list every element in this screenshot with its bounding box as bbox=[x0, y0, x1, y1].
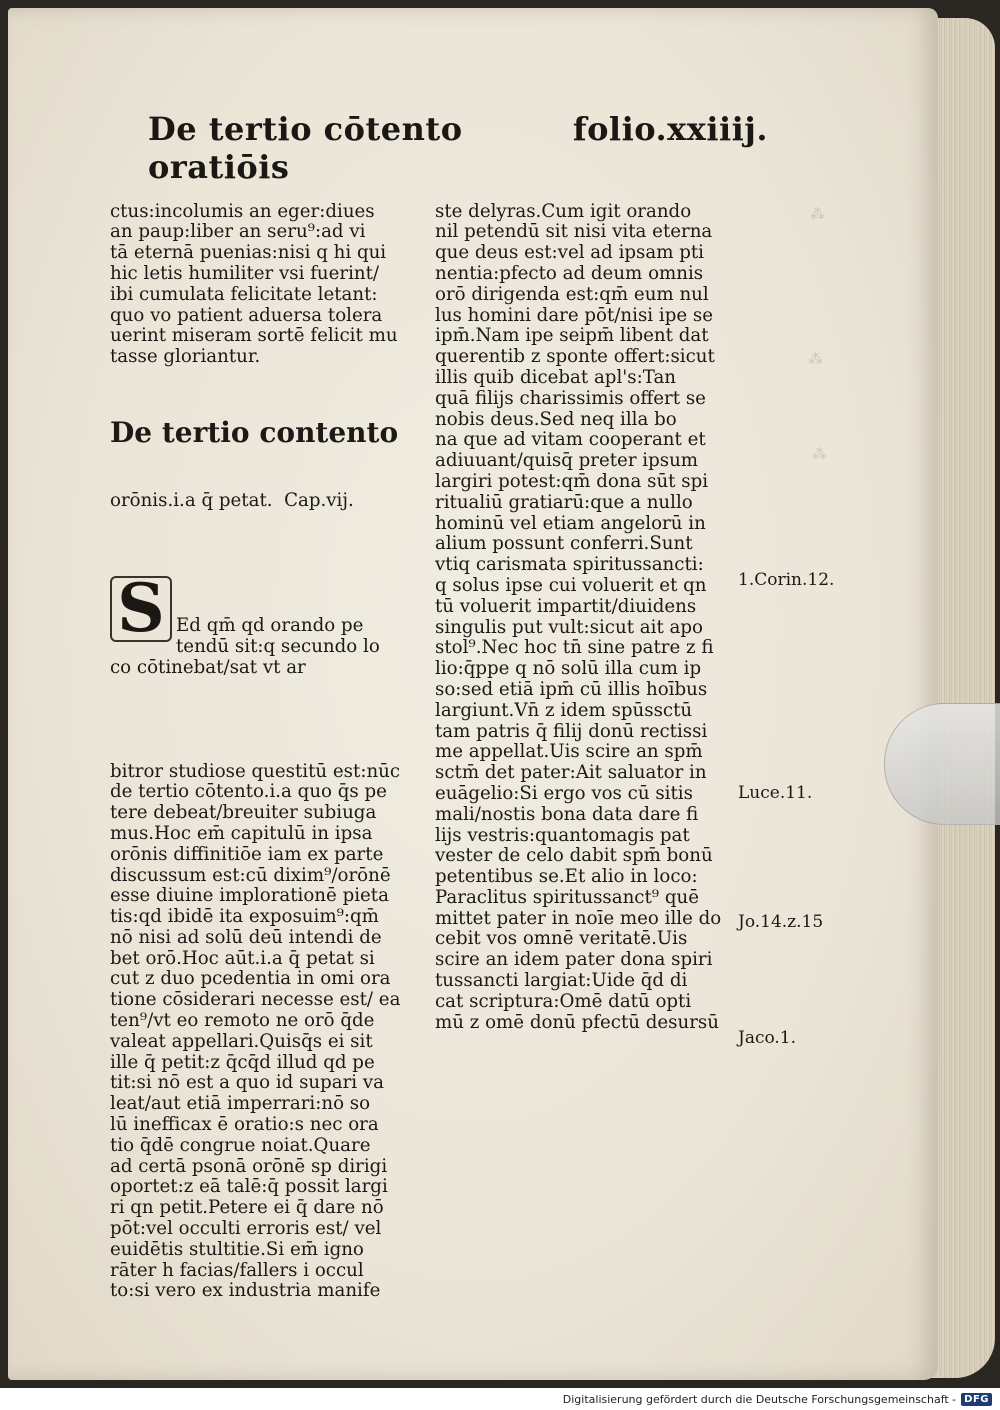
left-text-line: bitror studiose questitū est:nūc bbox=[110, 760, 401, 782]
right-text-line: alium possunt conferri.Sunt bbox=[435, 533, 693, 555]
left-text-line: ten⁹/vt eo remoto ne orō q̄de bbox=[110, 1010, 375, 1032]
left-text-line: pōt:vel occulti erroris est/ vel bbox=[110, 1218, 382, 1240]
folio-number: folio.xxiiij. bbox=[572, 110, 768, 148]
left-text-line: lū inefficax ē oratio:s nec ora bbox=[110, 1114, 379, 1136]
left-column-body-text bbox=[110, 762, 410, 1303]
left-column bbox=[110, 160, 410, 1323]
right-text-line: largiri potest:qm̄ dona sūt spi bbox=[435, 470, 709, 492]
show-through-mark: ⁂ bbox=[812, 445, 827, 463]
left-text-line: ad certā psonā orōnē sp dirigi bbox=[110, 1155, 388, 1177]
page-clip bbox=[884, 703, 1000, 825]
right-text-line: que deus est:vel ad ipsam pti bbox=[435, 242, 705, 264]
right-text-line: Paraclitus spiritussanct⁹ quē bbox=[435, 886, 699, 908]
right-text-line: lus homini dare pōt/nisi ipe se bbox=[435, 304, 713, 326]
right-column bbox=[435, 160, 735, 1054]
right-text-line: nentia:pfecto ad deum omnis bbox=[435, 262, 704, 284]
show-through-mark: ⁂ bbox=[808, 350, 823, 368]
right-text-line: tū voluerit impartit/diuidens bbox=[435, 595, 697, 617]
left-text-line: an paup:liber an seru⁹:ad vi bbox=[110, 221, 366, 243]
marginal-note-john: Jo.14.z.15 bbox=[738, 912, 824, 932]
right-text-line: mali/nostis bona data dare fi bbox=[435, 803, 699, 825]
right-text-line: na que ad vitam cooperant et bbox=[435, 429, 706, 451]
initial-text-line: Ed qm̄ qd orando pe bbox=[176, 614, 364, 636]
right-text-line: quā filijs charissimis offert se bbox=[435, 387, 706, 409]
left-text-line: de tertio cōtento.i.a quo q̄s pe bbox=[110, 781, 387, 803]
right-text-line: mū z omē donū pfectū desursū bbox=[435, 1011, 719, 1033]
digitization-footer bbox=[0, 1388, 1000, 1410]
left-text-line: mus.Hoc em̄ capitulū in ipsa bbox=[110, 822, 373, 844]
right-text-line: ritualiū gratiarū:que a nullo bbox=[435, 491, 693, 513]
right-text-line: hominū vel etiam angelorū in bbox=[435, 512, 706, 534]
left-text-line: tasse gloriantur. bbox=[110, 346, 261, 368]
initial-block bbox=[110, 554, 410, 720]
right-text-line: lijs vestris:quantomagis pat bbox=[435, 824, 690, 846]
left-text-line: ctus:incolumis an eger:diues bbox=[110, 200, 375, 222]
right-text-line: orō dirigenda est:qm̄ eum nul bbox=[435, 283, 709, 305]
marginal-note-corinthians: 1.Corin.12. bbox=[738, 570, 835, 590]
initial-text-line: co cōtinebat/sat vt ar bbox=[110, 656, 306, 678]
left-text-line: ri qn petit.Petere ei q̄ dare nō bbox=[110, 1197, 384, 1219]
initial-text-line: tendū sit:q secundo lo bbox=[176, 635, 380, 657]
left-text-line: tio q̄dē congrue noiat.Quare bbox=[110, 1134, 371, 1156]
right-text-line: scire an idem pater dona spiri bbox=[435, 949, 713, 971]
marginal-note-james: Jaco.1. bbox=[738, 1028, 797, 1048]
right-text-line: nobis deus.Sed neq illa bo bbox=[435, 408, 677, 430]
left-text-line: ille q̄ petit:z q̄cq̄d illud qd pe bbox=[110, 1051, 375, 1073]
right-text-line: stol⁹.Nec hoc tn̄ sine patre z fi bbox=[435, 637, 714, 659]
left-text-line: tere debeat/breuiter subiuga bbox=[110, 802, 377, 824]
right-text-line: sctm̄ det pater:Ait saluator in bbox=[435, 762, 707, 784]
left-text-line: nō nisi ad solū deū intendi de bbox=[110, 926, 382, 948]
left-text-line: tit:si nō est a quo id supari va bbox=[110, 1072, 385, 1094]
left-text-line: orōnis diffinitiōe iam ex parte bbox=[110, 843, 384, 865]
right-text-line: cebit vos omnē veritatē.Uis bbox=[435, 928, 688, 950]
right-text-line: singulis put vult:sicut ait apo bbox=[435, 616, 703, 638]
right-text-line: vtiq carismata spiritussancti: bbox=[435, 554, 704, 576]
right-column-text bbox=[435, 202, 735, 1034]
left-text-line: ibi cumulata felicitate letant: bbox=[110, 283, 378, 305]
dfg-logo: DFG bbox=[961, 1393, 992, 1406]
right-text-line: me appellat.Uis scire an spm̄ bbox=[435, 741, 703, 763]
left-text-line: tā eternā puenias:nisi q hi qui bbox=[110, 242, 387, 264]
right-text-line: ipm̄.Nam ipe seipm̄ libent dat bbox=[435, 325, 709, 347]
right-text-line: ste delyras.Cum igit orando bbox=[435, 200, 692, 222]
right-text-line: cat scriptura:Omē datū opti bbox=[435, 990, 692, 1012]
marginal-note-luke: Luce.11. bbox=[738, 783, 813, 803]
left-text-line: esse diuine implorationē pieta bbox=[110, 885, 389, 907]
right-text-line: q solus ipse cui voluerit et qn bbox=[435, 574, 707, 596]
right-text-line: petentibus se.Et alio in loco: bbox=[435, 866, 698, 888]
left-text-line: valeat appellari.Quisq̄s ei sit bbox=[110, 1030, 373, 1052]
chapter-heading: De tertio contento bbox=[110, 415, 399, 449]
decorated-initial: S bbox=[110, 576, 172, 642]
right-text-line: tussancti largiat:Uide q̄d di bbox=[435, 970, 688, 992]
left-column-top-text bbox=[110, 202, 410, 368]
right-text-line: nil petendū sit nisi vita eterna bbox=[435, 221, 713, 243]
right-text-line: largiunt.Vn̄ z idem spūssctū bbox=[435, 699, 693, 721]
right-text-line: querentib z sponte offert:sicut bbox=[435, 346, 715, 368]
left-text-line: rāter h facias/fallers i occul bbox=[110, 1259, 364, 1281]
left-text-line: to:si vero ex industria manife bbox=[110, 1280, 381, 1302]
left-text-line: hic letis humiliter vsi fuerint/ bbox=[110, 262, 380, 284]
right-text-line: illis quib dicebat apl's:Tan bbox=[435, 366, 677, 388]
right-text-line: tam patris q̄ filij donū rectissi bbox=[435, 720, 708, 742]
left-text-line: uerint miseram sortē felicit mu bbox=[110, 325, 398, 347]
right-text-line: adiuuant/quisq̄ preter ipsum bbox=[435, 450, 699, 472]
right-text-line: vester de celo dabit spm̄ bonū bbox=[435, 845, 713, 867]
right-text-line: mittet pater in noīe meo ille do bbox=[435, 907, 722, 929]
left-text-line: cut z duo pcedentia in omi ora bbox=[110, 968, 391, 990]
right-text-line: so:sed etiā ipm̄ cū illis hoībus bbox=[435, 678, 708, 700]
left-text-line: bet orō.Hoc aūt.i.a q̄ petat si bbox=[110, 947, 375, 969]
right-text-line: lio:q̄ppe q nō solū illa cum ip bbox=[435, 658, 702, 680]
chapter-subheading: orōnis.i.a q̄ petat. Cap.vij. bbox=[110, 490, 354, 512]
left-text-line: oportet:z eā talē:q̄ possit largi bbox=[110, 1176, 388, 1198]
left-text-line: tione cōsiderari necesse est/ ea bbox=[110, 989, 401, 1011]
left-text-line: tis:qd ibidē ita exposuim⁹:qm̄ bbox=[110, 906, 379, 928]
left-text-line: euidētis stultitie.Si em̄ igno bbox=[110, 1238, 364, 1260]
funding-credit: Digitalisierung gefördert durch die Deutsche Forschungsgemeinschaft - bbox=[562, 1392, 957, 1406]
right-text-line: euāgelio:Si ergo vos cū sitis bbox=[435, 782, 693, 804]
running-title: De tertio cōtento oratiōis bbox=[148, 110, 463, 186]
left-text-line: quo vo patient aduersa tolera bbox=[110, 304, 383, 326]
left-text-line: leat/aut etiā imperrari:nō so bbox=[110, 1093, 371, 1115]
left-text-line: discussum est:cū dixim⁹/orōnē bbox=[110, 864, 391, 886]
show-through-mark: ⁂ bbox=[810, 205, 825, 223]
